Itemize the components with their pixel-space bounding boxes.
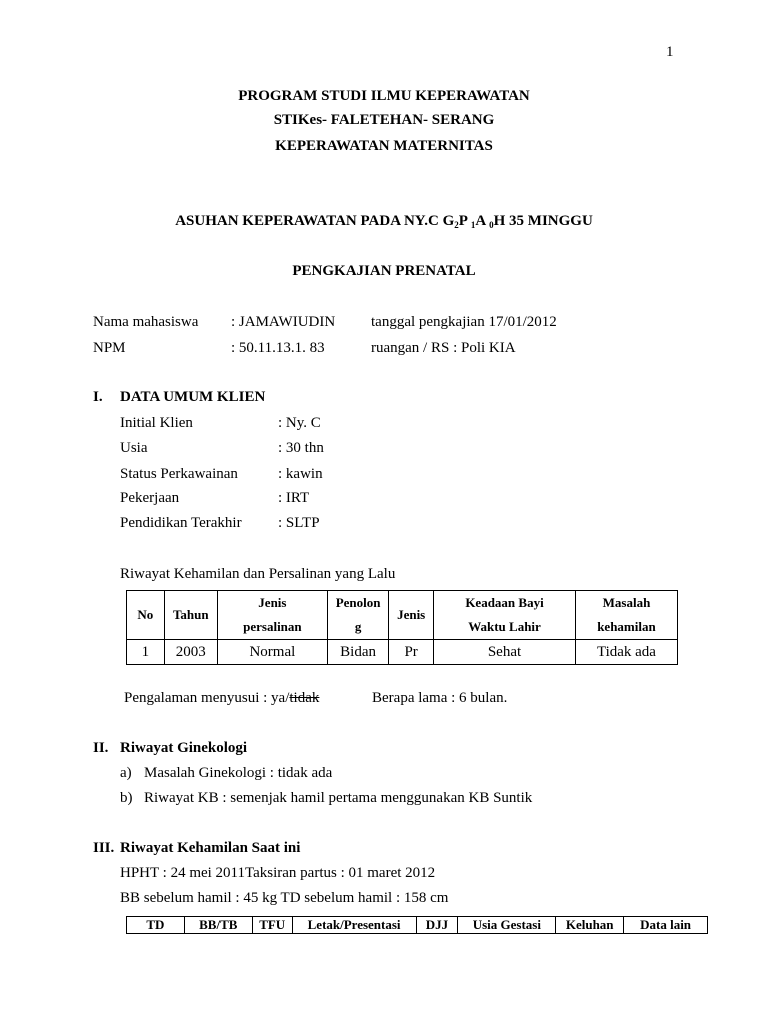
breastfeeding-struck: tidak [289, 690, 320, 706]
table-cell: Bidan [327, 640, 388, 665]
client-initial-value: : Ny. C [278, 415, 321, 431]
current-pregnancy-table [126, 916, 708, 934]
history-caption: Riwayat Kehamilan dan Persalinan yang Lalu [120, 566, 396, 582]
table-header-cell: Keluhan [556, 917, 624, 934]
title-prefix: ASUHAN KEPERAWATAN PADA NY.C G [175, 213, 455, 229]
table-header-cell: Masalah kehamilan [575, 591, 677, 640]
table-cell: Sehat [434, 640, 576, 665]
table-cell: Tidak ada [575, 640, 677, 665]
section2-number: II. [93, 740, 109, 756]
table-header-cell: TFU [252, 917, 292, 934]
section2-title: Riwayat Ginekologi [120, 740, 248, 756]
table-header-cell: Tahun [164, 591, 217, 640]
table-cell: 2003 [164, 640, 217, 665]
client-marital-label: Status Perkawainan [120, 466, 238, 482]
table-cell: Normal [217, 640, 327, 665]
client-age-label: Usia [120, 440, 148, 456]
room-text: ruangan / RS : Poli KIA [371, 340, 516, 356]
table-header-row [127, 917, 708, 934]
table-header-cell: Letak/Presentasi [292, 917, 416, 934]
client-education-label: Pendidikan Terakhir [120, 515, 242, 531]
npm-value: : 50.11.13.1. 83 [231, 340, 325, 356]
section1-number: I. [93, 389, 103, 405]
title-a: A [475, 213, 490, 229]
breastfeeding-prefix: Pengalaman menyusui : ya/ [124, 690, 290, 706]
client-marital-value: : kawin [278, 466, 323, 482]
table-header-cell: Keadaan Bayi Waktu Lahir [434, 591, 576, 640]
client-initial-label: Initial Klien [120, 415, 193, 431]
header-institution: STIKes- FALETEHAN- SERANG [273, 112, 495, 128]
client-job-label: Pekerjaan [120, 490, 180, 506]
table-header-cell: Penolon g [327, 591, 388, 640]
table-header-cell: BB/TB [184, 917, 252, 934]
assessment-date: tanggal pengkajian 17/01/2012 [371, 314, 557, 330]
document-subtitle: PENGKAJIAN PRENATAL [292, 263, 476, 279]
table-cell: Pr [389, 640, 434, 665]
npm-label: NPM [93, 340, 126, 356]
title-p: P [458, 213, 471, 229]
table-header-cell: No [127, 591, 165, 640]
table-header-cell: Jenis [389, 591, 434, 640]
table-header-cell: DJJ [416, 917, 458, 934]
client-age-value: : 30 thn [278, 440, 324, 456]
title-g-sub: 2 [454, 220, 459, 230]
section1-title: DATA UMUM KLIEN [120, 389, 266, 405]
document-title [0, 213, 768, 230]
table-header-cell: Data lain [624, 917, 708, 934]
table-cell: 1 [127, 640, 165, 665]
list-marker: b) [120, 790, 133, 806]
hpht-line: HPHT : 24 mei 2011Taksiran partus : 01 maret 2012 [120, 865, 436, 881]
title-a-sub: 0 [489, 220, 494, 230]
table-row [127, 640, 678, 665]
client-education-value: : SLTP [278, 515, 320, 531]
breastfeeding-experience [124, 690, 319, 707]
page-number: 1 [666, 44, 674, 60]
header-department: KEPERAWATAN MATERNITAS [275, 138, 493, 154]
section3-number: III. [93, 840, 115, 856]
kb-history: Riwayat KB : semenjak hamil pertama menggunakan KB Suntik [144, 790, 533, 806]
gyn-problem: Masalah Ginekologi : tidak ada [144, 765, 333, 781]
pregnancy-history-table [126, 590, 678, 665]
table-header-cell: Usia Gestasi [458, 917, 556, 934]
table-header-cell: TD [127, 917, 185, 934]
list-marker: a) [120, 765, 132, 781]
pre-pregnancy-line: BB sebelum hamil : 45 kg TD sebelum hamil : 158 cm [120, 890, 449, 906]
client-job-value: : IRT [278, 490, 310, 506]
table-header-row [127, 591, 678, 640]
student-name-label: Nama mahasiswa [93, 314, 199, 330]
title-p-sub: 1 [470, 220, 476, 230]
student-name-value: : JAMAWIUDIN [231, 314, 336, 330]
title-suffix: H 35 MINGGU [493, 213, 593, 229]
section3-title: Riwayat Kehamilan Saat ini [120, 840, 301, 856]
table-header-cell: Jenis persalinan [217, 591, 327, 640]
header-program: PROGRAM STUDI ILMU KEPERAWATAN [238, 88, 530, 104]
breastfeeding-duration: Berapa lama : 6 bulan. [372, 690, 508, 706]
